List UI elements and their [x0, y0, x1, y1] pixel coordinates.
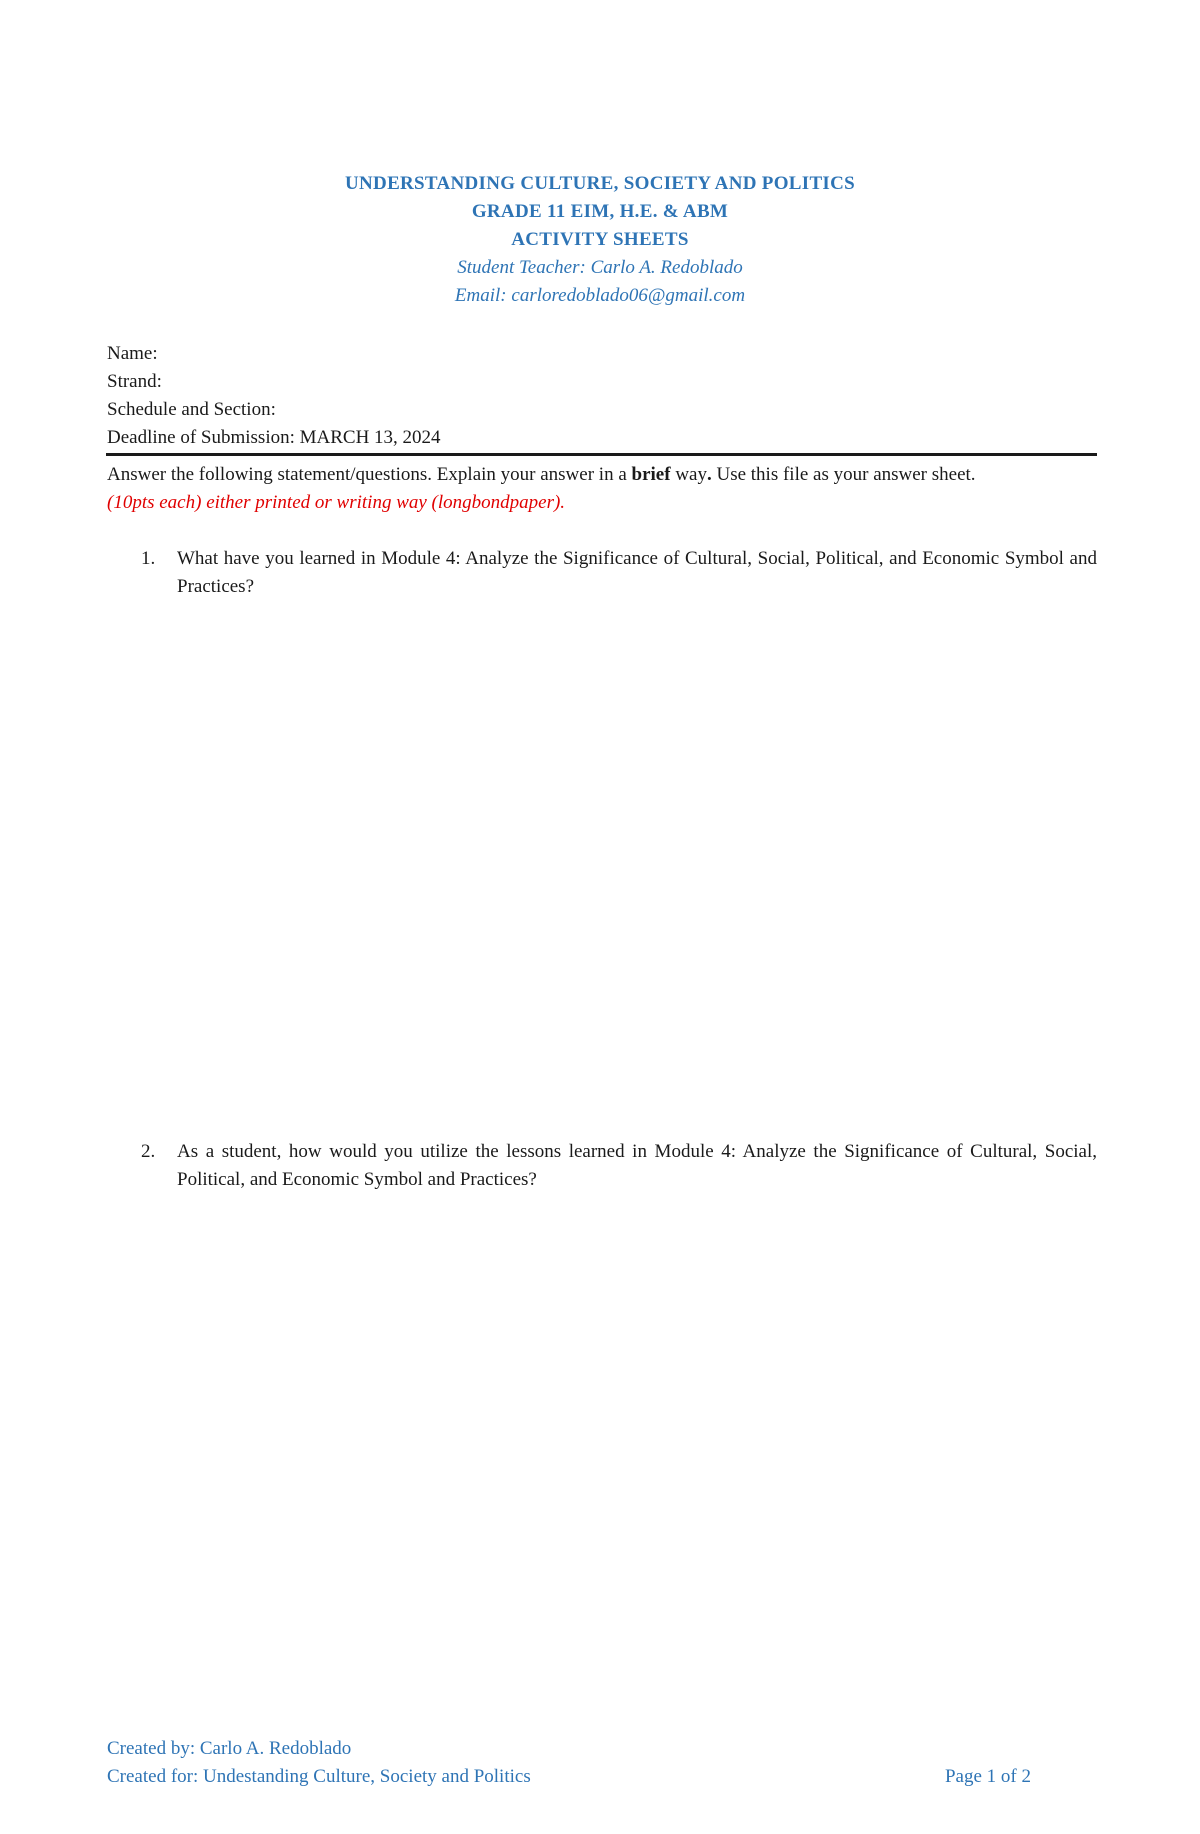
- instructions: [107, 461, 1097, 517]
- footer-created-for: Created for: Undestanding Culture, Society and Politics: [107, 1766, 531, 1787]
- question-text: What have you learned in Module 4: Analyze the Significance of Cultural, Social, Political, and Economic Symbol and Practices?: [177, 548, 1097, 597]
- document-header: [0, 170, 1200, 310]
- teacher-email: Email: carloredoblado06@gmail.com: [454, 285, 746, 306]
- divider-line: [106, 453, 1097, 456]
- schedule-section-field: Schedule and Section:: [107, 399, 276, 420]
- footer-created-by: Created by: Carlo A. Redoblado: [107, 1738, 352, 1759]
- grade-line: GRADE 11 EIM, H.E. & ABM: [471, 201, 729, 222]
- strand-field: Strand:: [107, 371, 162, 392]
- page-number: Page 1 of 2: [944, 1766, 1031, 1787]
- student-info-fields: [107, 340, 441, 452]
- document-title: UNDERSTANDING CULTURE, SOCIETY AND POLITICS: [345, 173, 855, 194]
- question-number: 1.: [141, 548, 156, 569]
- activity-sheets-label: ACTIVITY SHEETS: [511, 229, 689, 250]
- deadline-field: Deadline of Submission: MARCH 13, 2024: [107, 427, 441, 448]
- student-teacher: Student Teacher: Carlo A. Redoblado: [457, 257, 743, 278]
- instructions-part3: Use this file as your answer sheet.: [711, 464, 976, 485]
- instructions-part1: Answer the following statement/questions. Explain your answer in a: [107, 464, 632, 485]
- footer-created-for-row: [107, 1763, 1031, 1791]
- name-field: Name:: [107, 343, 158, 364]
- question-text: As a student, how would you utilize the lessons learned in Module 4: Analyze the Significance of Cultural, Social, Political, and Economic Symbol and Practices?: [177, 1141, 1097, 1190]
- instructions-bold-period: .: [706, 464, 712, 485]
- instructions-text: [107, 461, 1097, 489]
- instructions-part2: way: [670, 464, 707, 485]
- points-note: (10pts each) either printed or writing way (longbondpaper).: [107, 492, 566, 513]
- instructions-bold-brief: brief: [631, 464, 671, 485]
- question-1: [107, 545, 1097, 601]
- question-2: [107, 1138, 1097, 1194]
- question-number: 2.: [141, 1141, 156, 1162]
